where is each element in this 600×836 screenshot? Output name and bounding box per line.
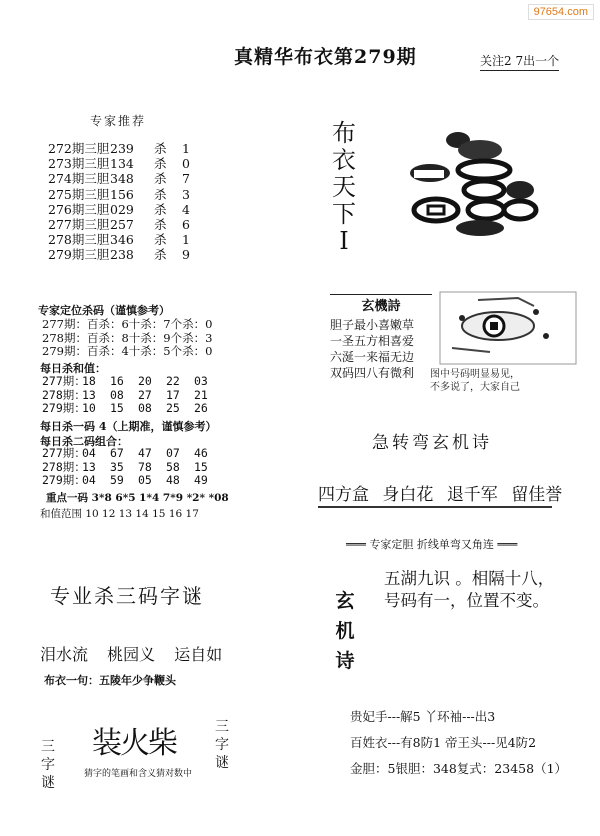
riddle-note: 猜字的笔画和含义猜对数中 [84, 769, 193, 779]
pick-k: 9 [182, 247, 190, 263]
pick-k: 1 [182, 232, 190, 248]
sum-values: 和值范围 10 12 13 14 15 16 17 [40, 508, 199, 520]
position-rule [346, 536, 517, 552]
brain-teaser-header: 急转弯玄机诗 [372, 433, 492, 453]
pick-nums: 348 [110, 171, 134, 187]
picture-note-line: 图中号码明显易见， [430, 369, 520, 380]
pick-row [48, 217, 190, 232]
pick-kill: 杀 [154, 156, 167, 172]
combo_rows-row [42, 474, 222, 488]
clue-picture [438, 290, 578, 366]
pick-row [48, 202, 190, 217]
row-value: 48 [166, 473, 180, 488]
xuan-line: 五湖九识 。相隔十八， [384, 569, 555, 588]
pick-issue: 279期三胆 [48, 247, 110, 263]
row-issue: 277期： [42, 374, 86, 388]
position-rule-text: 专家定胆 折线单弯又角连 [369, 538, 494, 551]
row-value: 27 [138, 387, 152, 402]
pick-issue: 272期三胆 [48, 141, 110, 156]
phrase: 桃园义 [107, 645, 156, 664]
pick-issue: 275期三胆 [48, 186, 110, 202]
pick-nums: 029 [110, 201, 134, 217]
pick-nums: 134 [110, 156, 134, 172]
xuan-line: 号码有一，位置不变。 [384, 591, 549, 610]
pick-row [48, 141, 190, 156]
pick-nums: 346 [110, 232, 134, 248]
pick-k: 0 [182, 156, 190, 172]
row-value: 21 [194, 387, 208, 402]
position-row: 279期：百杀：4十杀：5个杀：0 [42, 344, 213, 359]
pick-k: 1 [182, 141, 190, 156]
big-riddle: 装火柴 [92, 726, 176, 761]
xuan-poem-title: 玄机诗 [335, 590, 355, 672]
pick-k: 4 [182, 201, 190, 217]
four-phrases [318, 480, 570, 505]
pick-row [48, 171, 190, 186]
row-value: 07 [166, 446, 180, 460]
poem-box [330, 294, 432, 381]
poem-line: 双码四八有微利 [330, 366, 415, 380]
position-kill-rows [42, 318, 212, 359]
pick-row [48, 247, 190, 262]
row-value: 25 [166, 401, 180, 416]
row-value: 46 [194, 446, 208, 460]
sum_rows-row [42, 402, 222, 416]
pick-row [48, 232, 190, 247]
rule-dash-icon: ═══ [497, 538, 518, 551]
phrase: 泪水流 [40, 645, 89, 664]
row-issue: 279期： [42, 473, 86, 488]
pick-k: 7 [182, 171, 190, 187]
row-value: 47 [138, 446, 152, 460]
riddle-phrases [40, 642, 236, 665]
row-value: 15 [194, 459, 208, 474]
row-value: 03 [194, 374, 208, 388]
kill-one-header: 每日杀一码 4（上期准，谨慎参考） [40, 420, 217, 433]
poem-line: 一圣五方相喜爱 [330, 334, 415, 348]
pick-issue: 274期三胆 [48, 171, 110, 187]
row-issue: 278期： [42, 387, 86, 402]
row-value: 17 [166, 387, 180, 402]
pick-kill: 杀 [154, 247, 167, 263]
vertical-title: 布衣天下I [332, 119, 356, 255]
three-char-riddle-left: 三字谜 [41, 739, 55, 791]
phrase: 运自如 [174, 645, 223, 664]
row-value: 20 [138, 374, 152, 388]
row-issue: 279期： [42, 401, 86, 416]
pick-kill: 杀 [154, 171, 167, 187]
poem-line: 胆子最小喜嫩草 [330, 318, 415, 332]
bottom-picks [350, 704, 567, 782]
pick-nums: 238 [110, 247, 134, 263]
xuan-poem-lines [384, 568, 554, 612]
key-combos: 重点一码 3*8 6*5 1*4 7*9 *2* *08 [46, 492, 229, 504]
poem-line: 六涎一来福无边 [330, 350, 415, 364]
picture-note-line: 不多说了，大家自己 [430, 382, 520, 393]
position-row: 277期：百杀：6十杀：7个杀：0 [42, 317, 213, 331]
three-pick-list [48, 141, 190, 263]
attention-note: 关注2 7出一个 [480, 52, 559, 71]
row-value: 05 [138, 473, 152, 488]
expert-recommend-header: 专家推荐 [90, 114, 147, 128]
page-title: 真精华布衣第279期 [234, 46, 417, 68]
row-value: 13 [82, 387, 96, 402]
row-value: 49 [194, 473, 208, 488]
pick-k: 3 [182, 186, 190, 202]
row-value: 13 [82, 459, 96, 474]
combo-kill-header: 每日杀二码组合： [40, 435, 128, 448]
pick-nums: 156 [110, 186, 134, 202]
pick-kill: 杀 [154, 186, 167, 202]
pick-nums: 239 [110, 141, 134, 156]
pick-issue: 273期三胆 [48, 156, 110, 172]
pick-row [48, 156, 190, 171]
site-watermark: 97654.com [528, 4, 594, 20]
row-value: 18 [82, 374, 96, 388]
row-value: 10 [82, 401, 96, 416]
bottom-pick-line: 百姓衣---有8防1 帝王头---见4防2 [350, 735, 537, 750]
combo_rows-row [42, 447, 222, 461]
row-value: 67 [110, 446, 124, 460]
row-value: 16 [110, 374, 124, 388]
picture-note [430, 368, 520, 394]
four-phrase: 身白花 [382, 485, 434, 505]
row-value: 58 [166, 459, 180, 474]
pick-kill: 杀 [154, 232, 167, 248]
row-value: 35 [110, 459, 124, 474]
pick-k: 6 [182, 217, 190, 233]
row-issue: 278期： [42, 459, 86, 474]
combo-kill-rows [42, 447, 222, 488]
row-value: 08 [138, 401, 152, 416]
row-value: 78 [138, 459, 152, 474]
ingot-picture [400, 128, 550, 238]
pick-issue: 278期三胆 [48, 232, 110, 248]
sum_rows-row [42, 375, 222, 389]
verse-line: 布衣一句：五陵年少争鞭头 [44, 674, 176, 687]
row-value: 04 [82, 446, 96, 460]
row-value: 22 [166, 374, 180, 388]
pick-row [48, 187, 190, 202]
position-kill-header: 专家定位杀码（谨慎参考） [38, 304, 170, 317]
row-value: 15 [110, 401, 124, 416]
pick-issue: 276期三胆 [48, 201, 110, 217]
divider [318, 506, 552, 508]
pick-issue: 277期三胆 [48, 217, 110, 233]
bottom-pick-line: 金胆：5银胆：348复式：23458（1） [350, 761, 568, 776]
sum-kill-rows [42, 375, 222, 416]
sum_rows-row [42, 389, 222, 403]
row-value: 59 [110, 473, 124, 488]
position-row: 278期：百杀：8十杀：9个杀：3 [42, 330, 213, 345]
four-phrase: 退千军 [446, 485, 498, 505]
four-phrase: 四方盒 [318, 485, 369, 505]
pick-nums: 257 [110, 217, 134, 233]
bottom-pick-line: 贵妃手---解5 丫环袖---出3 [350, 709, 496, 724]
row-issue: 277期： [42, 446, 86, 460]
riddle-header: 专业杀三码字谜 [50, 584, 204, 608]
poem-header: 玄機詩 [361, 299, 401, 314]
row-value: 26 [194, 401, 208, 416]
combo_rows-row [42, 461, 222, 475]
row-value: 04 [82, 473, 96, 488]
sum-kill-header: 每日杀和值： [40, 362, 106, 375]
row-value: 08 [110, 387, 124, 402]
pick-kill: 杀 [154, 217, 167, 233]
pick-kill: 杀 [154, 141, 167, 156]
rule-dash-icon: ═══ [346, 538, 366, 551]
pick-kill: 杀 [154, 201, 167, 217]
three-char-riddle-right: 三字谜 [215, 719, 229, 771]
four-phrase: 留佳誉 [511, 485, 563, 505]
